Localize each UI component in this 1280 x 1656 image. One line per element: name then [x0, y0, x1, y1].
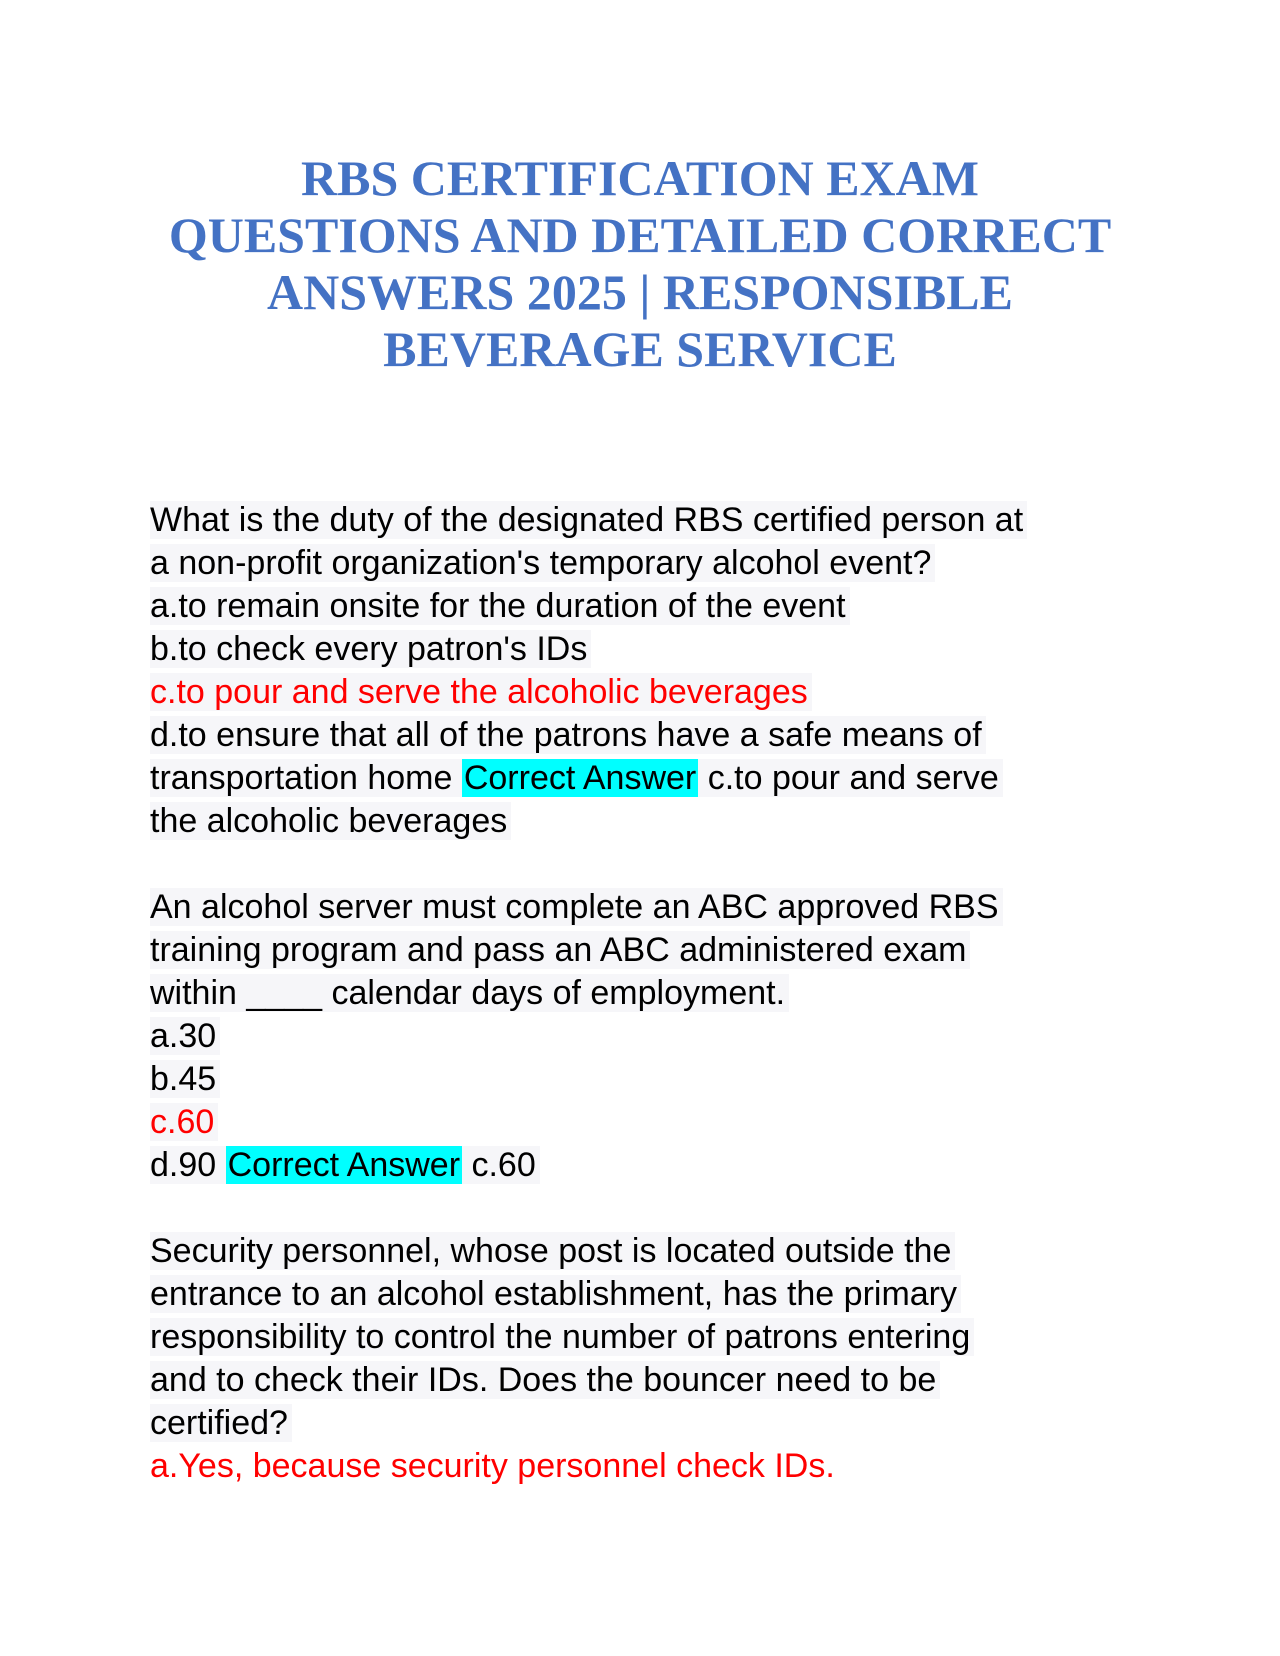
option-a: a.30 — [150, 1015, 1150, 1058]
document-body — [150, 499, 1150, 1531]
answer-line — [150, 757, 1150, 800]
option-d-continued: transportation home — [150, 759, 462, 797]
option-b: b.to check every patron's IDs — [150, 628, 1150, 671]
question-text-line: What is the duty of the designated RBS certified person at — [150, 499, 1150, 542]
answer-line — [150, 1144, 1150, 1187]
question-text-line: entrance to an alcohol establishment, has the primary — [150, 1273, 1150, 1316]
option-a: a.to remain onsite for the duration of the event — [150, 585, 1150, 628]
question-text-line: and to check their IDs. Does the bouncer need to be — [150, 1359, 1150, 1402]
option-b: b.45 — [150, 1058, 1150, 1101]
title-line: QUESTIONS AND DETAILED CORRECT — [168, 207, 1112, 263]
question-text-line: responsibility to control the number of patrons entering — [150, 1316, 1150, 1359]
option-c-correct: c.to pour and serve the alcoholic beverages — [150, 671, 1150, 714]
question-text-line: An alcohol server must complete an ABC approved RBS — [150, 886, 1150, 929]
correct-answer-label: Correct Answer — [463, 759, 697, 797]
option-d: d.90 — [150, 1146, 226, 1184]
question-text-line: Security personnel, whose post is located outside the — [150, 1230, 1150, 1273]
question-block-2 — [150, 886, 1150, 1187]
option-a-correct: a.Yes, because security personnel check IDs. — [150, 1447, 835, 1485]
question-block-1 — [150, 499, 1150, 843]
option-d: d.to ensure that all of the patrons have a safe means of — [150, 714, 1150, 757]
question-block-3 — [150, 1230, 1150, 1488]
title-line: BEVERAGE SERVICE — [383, 321, 897, 377]
question-text-line: training program and pass an ABC administered exam — [150, 929, 1150, 972]
document-title — [140, 150, 1140, 378]
question-text-line: within ____ calendar days of employment. — [150, 972, 1150, 1015]
correct-answer-label: Correct Answer — [227, 1146, 461, 1184]
option-c-correct: c.60 — [150, 1101, 1150, 1144]
question-text-line: a non-profit organization's temporary alcohol event? — [150, 542, 1150, 585]
answer-text: c.60 — [462, 1146, 536, 1184]
title-line: RBS CERTIFICATION EXAM — [301, 150, 979, 206]
answer-text-line: the alcoholic beverages — [150, 800, 1150, 843]
question-text-line: certified? — [150, 1402, 1150, 1445]
answer-text: c.to pour and serve — [698, 759, 999, 797]
title-line: ANSWERS 2025 | RESPONSIBLE — [267, 264, 1013, 320]
